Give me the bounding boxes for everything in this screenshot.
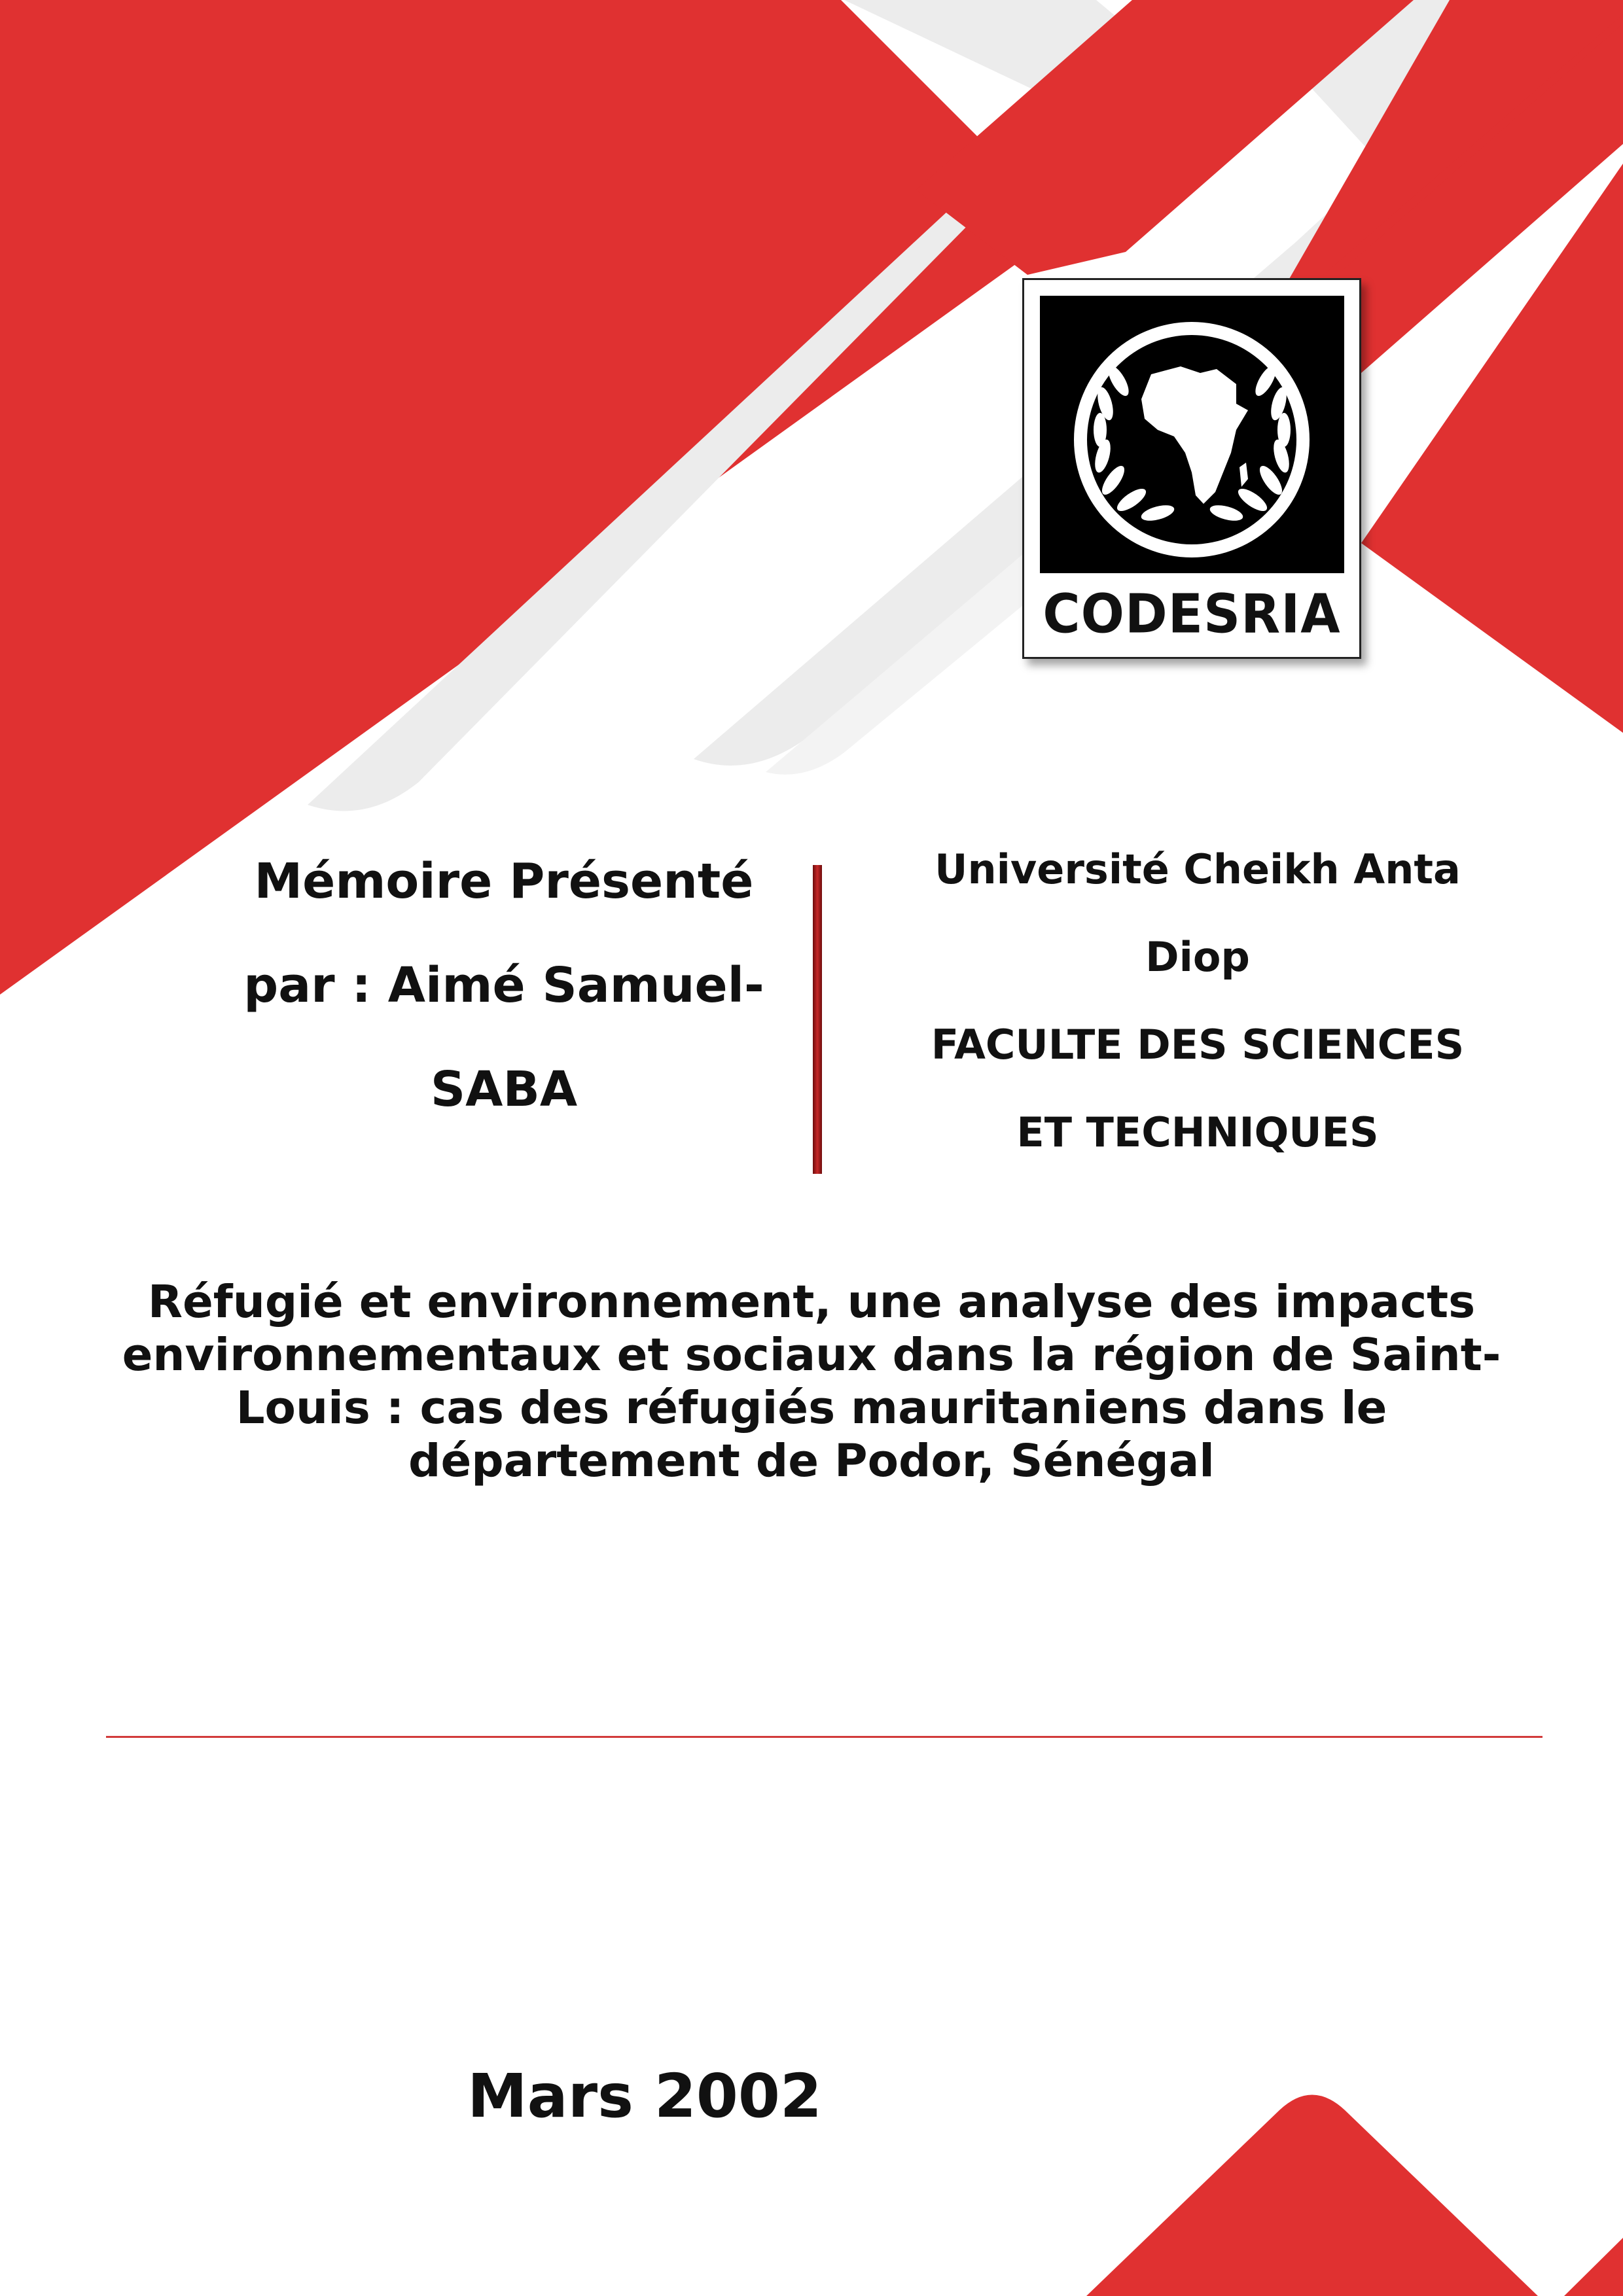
institution-line: Université Cheikh Anta [935, 845, 1461, 893]
institution-line: FACULTE DES SCIENCES [931, 1021, 1465, 1069]
institution-block [870, 826, 1525, 1176]
vertical-divider [813, 865, 822, 1174]
author-line: par : Aimé Samuel- [243, 957, 764, 1014]
title-line: département de Podor, Sénégal [408, 1435, 1215, 1487]
author-line: Mémoire Présenté [254, 853, 754, 910]
author-line: SABA [430, 1061, 578, 1118]
africa-laurel-icon [1040, 296, 1344, 573]
red-triangle-bottom-right [1086, 2095, 1538, 2296]
codesria-logo [1022, 278, 1361, 659]
horizontal-rule [106, 1736, 1543, 1738]
red-corner-bottom-right [1564, 2238, 1623, 2296]
submission-date: Mars 2002 [467, 2061, 822, 2131]
author-statement [196, 830, 812, 1142]
institution-line: Diop [1145, 933, 1250, 981]
title-line: Réfugié et environnement, une analyse des impacts [147, 1276, 1476, 1328]
logo-emblem-panel [1040, 296, 1344, 573]
title-line: Louis : cas des réfugiés mauritaniens dans le [236, 1382, 1387, 1434]
thesis-title [79, 1276, 1544, 1488]
institution-line: ET TECHNIQUES [1016, 1108, 1379, 1156]
logo-wordmark: CODESRIA [1043, 583, 1341, 646]
title-line: environnementaux et sociaux dans la région de Saint- [122, 1329, 1501, 1381]
